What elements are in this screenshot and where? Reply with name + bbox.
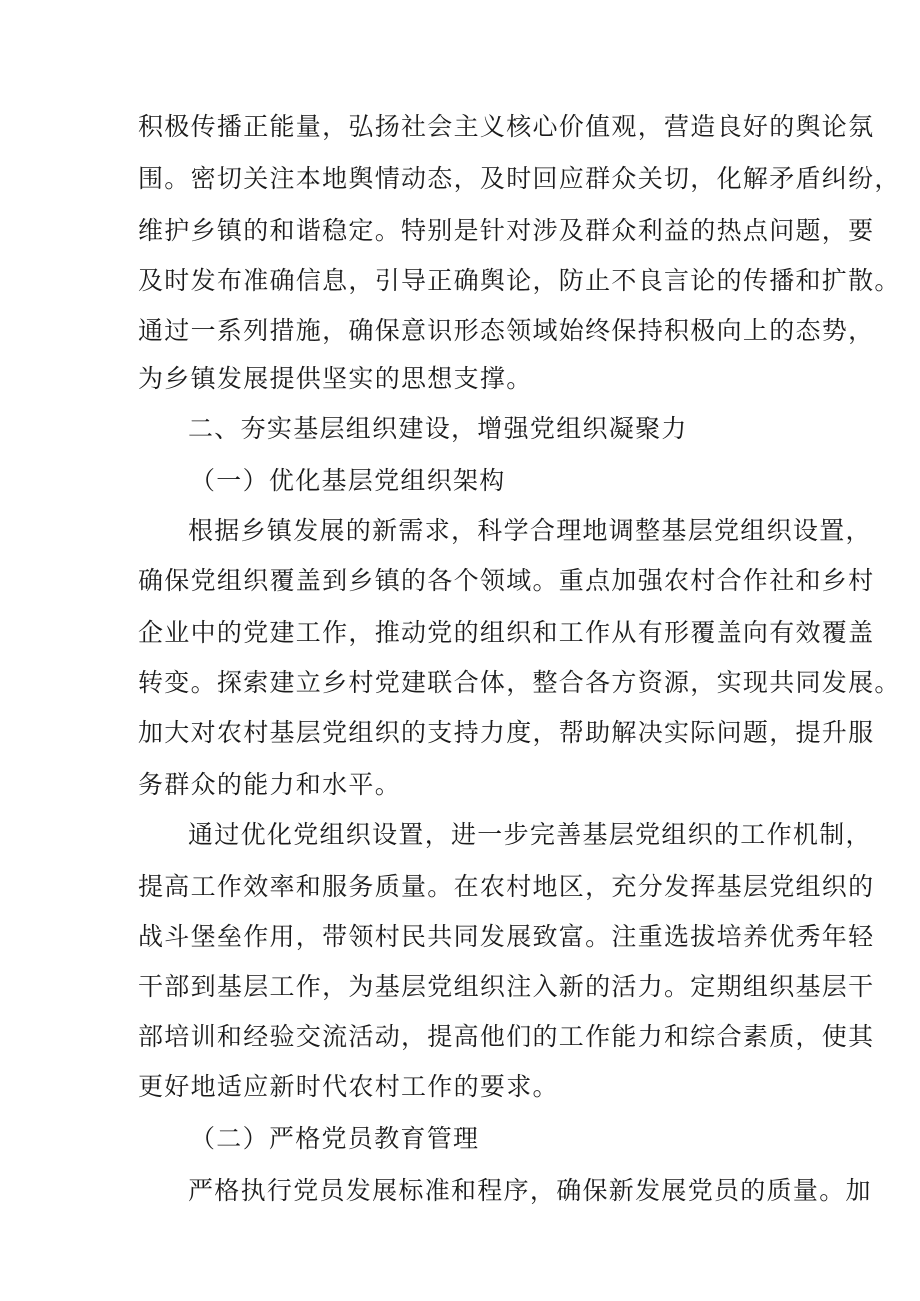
paragraph-line: 确保党组织覆盖到乡镇的各个领域。重点加强农村合作社和乡村	[138, 566, 875, 595]
paragraph-line: 干部到基层工作，为基层党组织注入新的活力。定期组织基层干	[138, 972, 875, 1001]
paragraph-line: 更好地适应新时代农村工作的要求。	[138, 1072, 559, 1101]
paragraph-line: 严格执行党员发展标准和程序，确保新发展党员的质量。加	[188, 1176, 872, 1205]
paragraph-line: 务群众的能力和水平。	[138, 770, 402, 799]
paragraph-line: 提高工作效率和服务质量。在农村地区，充分发挥基层党组织的	[138, 872, 875, 901]
paragraph-line: 通过优化党组织设置，进一步完善基层党组织的工作机制，	[188, 820, 872, 849]
paragraph-line: 战斗堡垒作用，带领村民共同发展致富。注重选拔培养优秀年轻	[138, 922, 875, 951]
paragraph-line: 为乡镇发展提供坚实的思想支撑。	[138, 364, 533, 393]
subsection-heading: （二）严格党员教育管理	[190, 1124, 480, 1153]
paragraph-line: 转变。探索建立乡村党建联合体，整合各方资源，实现共同发展。	[138, 668, 901, 697]
paragraph-line: 积极传播正能量，弘扬社会主义核心价值观，营造良好的舆论氛	[138, 112, 875, 141]
section-heading: 二、夯实基层组织建设，增强党组织凝聚力	[188, 414, 688, 443]
paragraph-line: 围。密切关注本地舆情动态，及时回应群众关切，化解矛盾纠纷，	[138, 164, 901, 193]
paragraph-line: 通过一系列措施，确保意识形态领域始终保持积极向上的态势，	[138, 316, 875, 345]
paragraph-line: 企业中的党建工作，推动党的组织和工作从有形覆盖向有效覆盖	[138, 618, 875, 647]
paragraph-line: 加大对农村基层党组织的支持力度，帮助解决实际问题，提升服	[138, 718, 875, 747]
paragraph-line: 根据乡镇发展的新需求，科学合理地调整基层党组织设置，	[188, 516, 872, 545]
paragraph-line: 及时发布准确信息，引导正确舆论，防止不良言论的传播和扩散。	[138, 266, 901, 295]
subsection-heading: （一）优化基层党组织架构	[190, 466, 506, 495]
paragraph-line: 维护乡镇的和谐稳定。特别是针对涉及群众利益的热点问题，要	[138, 216, 875, 245]
paragraph-line: 部培训和经验交流活动，提高他们的工作能力和综合素质，使其	[138, 1022, 875, 1051]
